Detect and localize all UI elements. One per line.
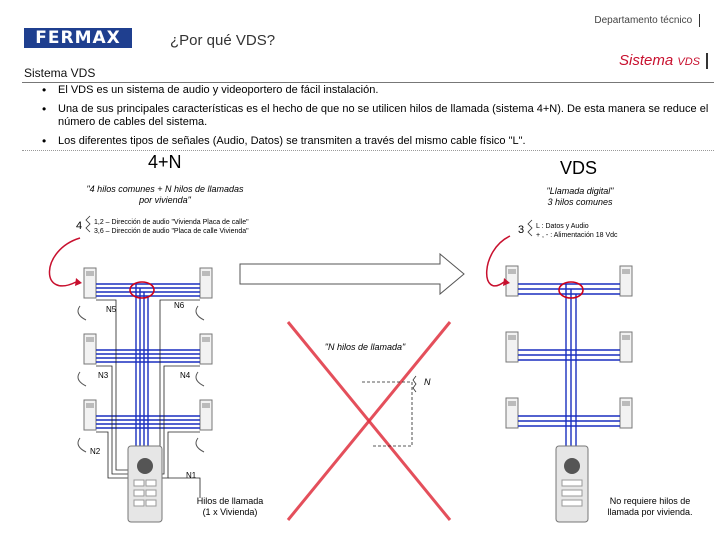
right-count: 3 [518, 224, 525, 236]
transition-arrow [240, 254, 464, 294]
left-heading: 4+N [148, 152, 182, 172]
bullet-item-1: • El VDS es un sistema de audio y videoportero de fácil instalación. [42, 84, 714, 97]
label-n5: N5 [106, 305, 117, 314]
left-count: 4 [76, 220, 83, 232]
title-prefix: ¿Por qué [170, 32, 232, 49]
call-wire-sketch [362, 382, 412, 446]
label-n4: N4 [180, 371, 191, 380]
door-panel-icon [128, 446, 162, 522]
monitor-icon [196, 334, 212, 386]
monitor-icon [78, 400, 96, 452]
door-panel-icon [556, 446, 588, 522]
label-n6: N6 [174, 301, 185, 310]
left-bottom-line2: (1 x Vivienda) [202, 507, 258, 517]
monitor-icon [620, 398, 632, 428]
monitor-icon [506, 398, 518, 428]
left-arrow-head [75, 278, 82, 286]
system-suffix: VDS [677, 56, 700, 68]
monitor-icon [506, 332, 518, 362]
right-legend-line1: L : Datos y Audio [536, 223, 589, 230]
monitor-icon [506, 266, 518, 296]
system-prefix: Sistema [619, 52, 674, 69]
label-n1: N1 [186, 471, 197, 480]
title-suffix: VDS? [235, 32, 276, 49]
monitor-icon [620, 332, 632, 362]
right-bottom-line2: llamada por vivienda. [607, 507, 693, 517]
section-title: Sistema VDS [24, 66, 96, 80]
bullet-item-3: • Los diferentes tipos de señales (Audio, Datos) se transmiten a través del mismo cable físico "L". [42, 135, 714, 148]
n-brace [413, 376, 416, 392]
department-text: Departamento técnico [594, 15, 693, 27]
left-bottom-line1: Hilos de llamada [196, 496, 264, 506]
monitor-icon [78, 334, 96, 386]
monitor-icon [620, 266, 632, 296]
left-subtitle-line1: "4 hilos comunes + N hilos de llamadas [86, 184, 244, 194]
right-bottom-line1: No requiere hilos de [609, 496, 691, 506]
label-n3: N3 [98, 371, 109, 380]
monitor-icon [196, 268, 212, 320]
monitor-icon [196, 400, 212, 452]
right-legend-line2: + , - : Alimentación 18 Vdc [536, 232, 618, 239]
label-n2: N2 [90, 447, 101, 456]
bullet-item-2: • Una de sus principales características es el hecho de que no se utilicen hilos de llamada (sistema 4+N). De esta manera se reduce el número de cables del sistema. [42, 103, 714, 129]
call-wires-note: "N hilos de llamada" [324, 342, 406, 352]
left-legend-line2: 3,6 – Dirección de audio "Placa de calle Vivienda" [94, 228, 249, 235]
left-subtitle-line2: por vivienda" [139, 195, 191, 205]
left-curved-arrow [49, 238, 80, 286]
right-bus-wires [518, 284, 620, 448]
right-subtitle-line1: "Llamada digital" [546, 186, 614, 196]
left-brace [86, 216, 90, 232]
right-heading: VDS [560, 158, 598, 178]
right-monitor-stack [506, 266, 632, 428]
logo-text: FERMAX [35, 28, 121, 48]
monitor-icon [78, 268, 96, 320]
left-legend-line1: 1,2 – Dirección de audio "Vivienda Placa de calle" [94, 219, 249, 226]
right-subtitle-line2: 3 hilos comunes [547, 197, 613, 207]
n-wires-label: N [424, 377, 431, 387]
right-brace [528, 220, 532, 236]
